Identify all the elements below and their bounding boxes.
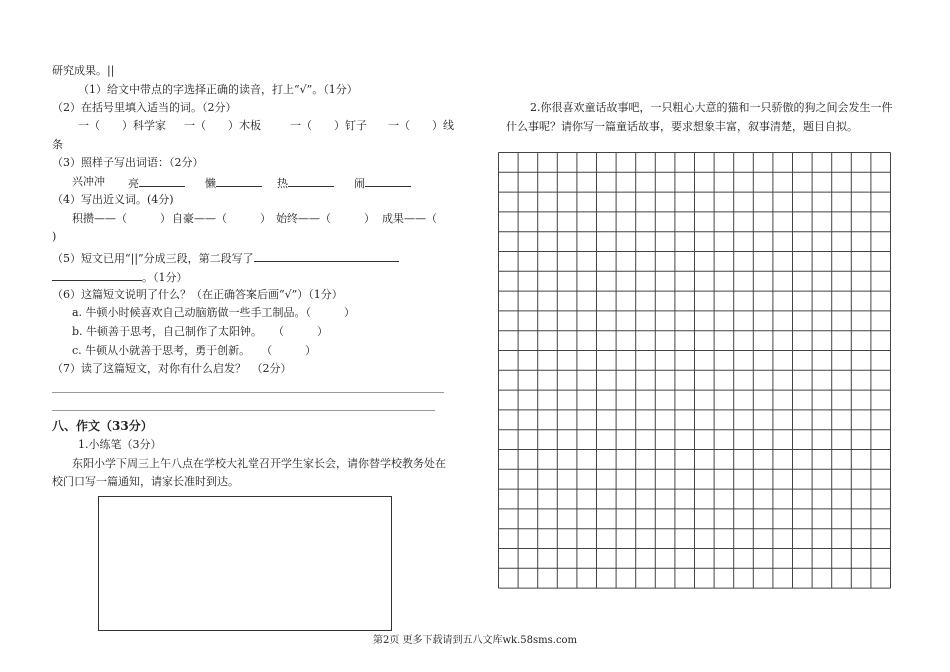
- q3-example: 兴冲冲: [72, 175, 105, 188]
- practice-text: 东阳小学下周三上午八点在学校大礼堂召开学生家长会，请你替学校教务处在: [72, 457, 446, 470]
- notice-writing-box[interactable]: [98, 496, 392, 631]
- q2-tail: 条: [52, 138, 63, 151]
- q2-item: 一（ ）钉子: [290, 119, 367, 132]
- q4-item: 自豪——（ ）: [172, 212, 271, 225]
- question-4: （4）写出近义词。(4分): [52, 193, 174, 206]
- question-7: （7）读了这篇短文，对你有什么启发？ （2分）: [52, 362, 292, 375]
- question-2: （2）在括号里填入适当的词。（2分）: [52, 101, 237, 114]
- page-footer: 第2页 更多下载请到五八文库wk.58sms.com: [372, 635, 578, 646]
- essay-prompt: 2.你很喜欢童话故事吧，一只粗心大意的猫和一只骄傲的狗之间会发生一件: [530, 101, 893, 114]
- section-8-heading: 八、作文（33分）: [52, 419, 153, 433]
- writing-grid[interactable]: [498, 152, 891, 589]
- q5-tail: 。（1分）: [52, 269, 188, 285]
- q3-item: 热: [277, 175, 334, 191]
- intro-tail: 研究成果。||: [52, 64, 115, 77]
- question-3: （3）照样子写出词语：（2分）: [52, 156, 204, 169]
- answer-line: [52, 410, 435, 411]
- q3-item: 懒: [205, 175, 262, 191]
- q6-option-a: a. 牛顿小时候喜欢自己动脑筋做一些手工制品。（ ）: [72, 306, 356, 319]
- question-5: （5）短文已用“||”分成三段，第二段写了: [52, 250, 399, 266]
- q4-item: 始终——（ ）: [276, 212, 375, 225]
- q2-item: 一（ ）线: [388, 119, 454, 132]
- q4-item: 成果——（: [382, 212, 437, 225]
- q3-item: 闹: [354, 175, 411, 191]
- q2-item: 一（ ）科学家: [78, 119, 166, 132]
- q4-tail: ): [52, 230, 57, 243]
- practice-text: 校门口写一篇通知，请家长准时到达。: [52, 475, 239, 488]
- q4-item: 积攒——（ ）: [72, 212, 171, 225]
- essay-prompt: 什么事呢？请你写一篇童话故事，要求想象丰富，叙事清楚，题目自拟。: [506, 120, 858, 133]
- q6-option-c: c. 牛顿从小就善于思考，勇于创新。 （ ）: [72, 344, 317, 357]
- q2-item: 一（ ）木板: [184, 119, 261, 132]
- practice-title: 1.小练笔（3分）: [78, 438, 162, 451]
- q3-item: 亮: [128, 175, 185, 191]
- question-6: （6）这篇短文说明了什么？（在正确答案后画“√”）（1分）: [52, 288, 343, 301]
- answer-line: [52, 392, 444, 393]
- q6-option-b: b. 牛顿善于思考，自己制作了太阳钟。 （ ）: [72, 325, 329, 338]
- question-1: （1）给文中带点的字选择正确的读音，打上“√”。（1分）: [78, 83, 358, 96]
